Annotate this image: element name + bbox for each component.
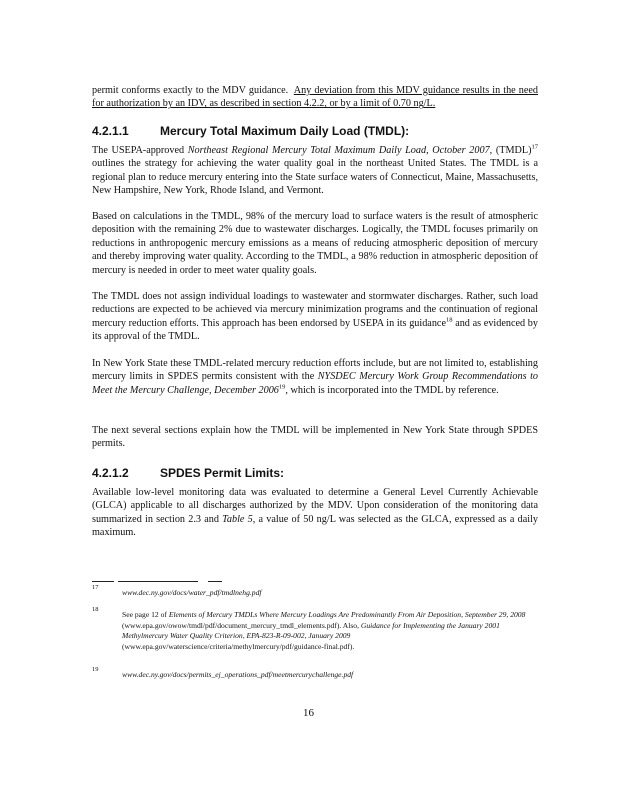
paragraph-4: In New York State these TMDL-related mercury reduction efforts include, but are not limited to, establishing mercury limits in SPDES permits consistent with the NYSDEC Mercury Work Group Recommendations to Meet the Mercury Challenge, December 2006$^{19}$, which is incorporated into the TMDL by reference. — [92, 358, 538, 396]
document-title-italic: NYSDEC Mercury Work Group Recommendations to Meet the Mercury Challenge, December 2006 — [92, 371, 538, 396]
footnote-url: www.dec.ny.gov/docs/permits_ej_operations_pdf/meetmercurychallenge.pdf — [122, 670, 354, 679]
paragraph-3: The TMDL does not assign individual loadings to wastewater and stormwater discharges. Rather, such load reductions are expected to be achieved via mercury minimization programs and the continuation of regional mercury reduction efforts. This approach has been endorsed by USEPA in its guidance$^{18}$ and as evidenced by its approval of the TMDL. — [92, 291, 538, 343]
section-heading-tmdl — [92, 124, 409, 138]
footnote-ref-18: 18 — [445, 316, 453, 324]
page-number: 16 — [303, 707, 314, 719]
top-paragraph-text: permit conforms exactly to the MDV guidance. — [92, 85, 289, 96]
paragraph-6: Available low-level monitoring data was evaluated to determine a General Level Currently Achievable (GLCA) applicable to all discharges authorized by the MDV. Upon consideration of the monitoring data summarized in section 2.3 and Table 5, a value of 50 ng/L was selected as the GLCA, expressed as a daily maximum. — [92, 487, 538, 539]
footnote-ref-17: 17 — [531, 143, 538, 151]
section-heading-spdes — [92, 466, 284, 480]
footnote-url: www.dec.ny.gov/docs/water_pdf/tmdlnehg.pdf — [122, 588, 262, 597]
footnote-17: 17 www.dec.ny.gov/docs/water_pdf/tmdlnehg.pdf — [92, 584, 262, 597]
footnote-separator — [92, 581, 114, 582]
paragraph-2: Based on calculations in the TMDL, 98% of the mercury load to surface waters is the result of atmospheric deposition with the remaining 2% due to wastewater discharges. Logically, the TMDL focuses primarily on reductions in anthropogenic mercury emissions as a means of reducing atmospheric deposition of mercury and thereby improving water quality. According to the TMDL, a 98% reduction in atmospheric deposition of mercury is needed in order to meet water quality goals. — [92, 211, 538, 276]
table-reference: Table 5 — [222, 513, 253, 525]
paragraph-5: The next several sections explain how the TMDL will be implemented in New York State through SPDES permits. — [92, 425, 538, 450]
section-number: 4.2.1.1 — [92, 124, 129, 138]
section-number: 4.2.1.2 — [92, 466, 129, 480]
footnote-separator — [208, 581, 222, 582]
section-title: SPDES Permit Limits: — [160, 466, 285, 480]
footnote-ref-19: 19 — [278, 383, 286, 391]
paragraph-1: The USEPA-approved Northeast Regional Mercury Total Maximum Daily Load, October 2007, (TMDL)$^{17}$ outlines the strategy for achieving the water quality goal in the northeast United States. The TMDL is a regional plan to reduce mercury entering into the State surface waters of Connecticut, Maine, Massachusetts, New Hampshire, New York, Rhode Island, and Vermont. — [92, 143, 538, 197]
footnote-18: 18 See page 12 of Elements of Mercury TMDLs Where Mercury Loadings Are Predominantly From Air Deposition, September 29, 2008 (www.epa.gov/owow/tmdl/pdf/document_mercury_tmdl_elements.pdf). Also, Guidance for Implementing the January 2001 Methylmercury Water Quality Criterion, EPA-823-R-09-002, January 2009 (www.epa.gov/waterscience/criteria/methylmercury/pdf/guidance-final.pdf). — [92, 606, 526, 651]
footnote-19: 19 www.dec.ny.gov/docs/permits_ej_operations_pdf/meetmercurychallenge.pdf — [92, 666, 354, 679]
document-title-italic: Northeast Regional Mercury Total Maximum Daily Load, October 2007, — [187, 145, 493, 156]
top-paragraph — [92, 84, 538, 111]
section-title: Mercury Total Maximum Daily Load (TMDL): — [160, 124, 410, 138]
top-paragraph-underlined-text: Any deviation from this MDV guidance results in the need for authorization by an IDV, as described in section 4.2.2, or by a limit of 0.70 ng/L. — [92, 85, 538, 110]
footnote-separator — [118, 581, 198, 582]
